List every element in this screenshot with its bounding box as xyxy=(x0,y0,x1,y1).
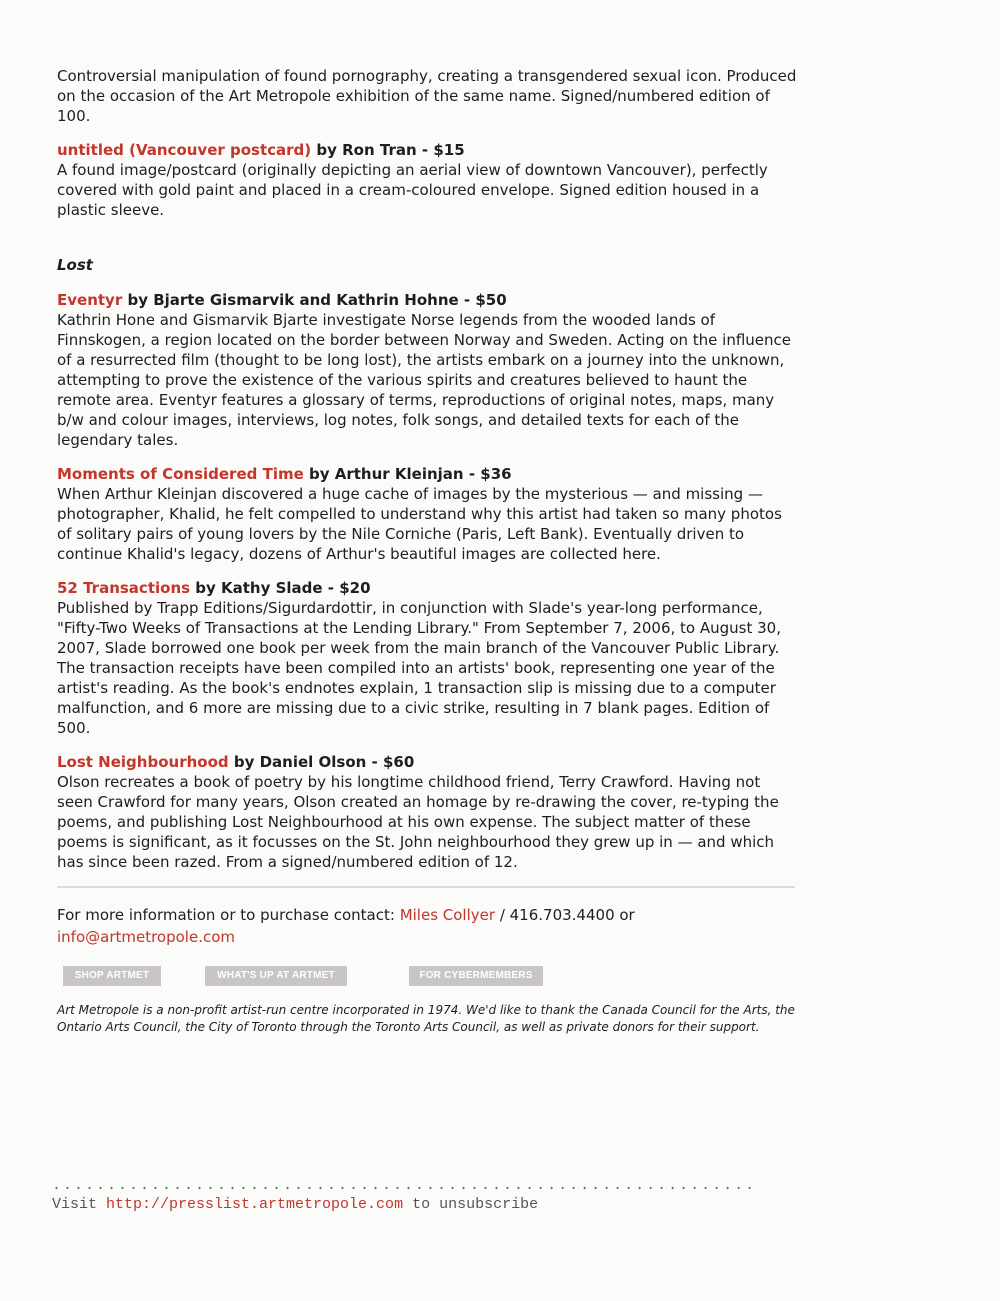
item-title-link[interactable]: Moments of Considered Time xyxy=(57,465,304,483)
contact-name-link[interactable]: Miles Collyer xyxy=(399,906,496,924)
contact-info xyxy=(57,904,797,948)
contact-phone: / 416.703.4400 or xyxy=(495,906,635,924)
unsubscribe-suffix: to unsubscribe xyxy=(403,1196,539,1213)
shop-artmet-button[interactable]: SHOP ARTMET xyxy=(63,966,161,986)
unsubscribe-line xyxy=(52,1196,756,1213)
visit-label: Visit xyxy=(52,1196,107,1213)
section-divider xyxy=(57,886,795,888)
unsubscribe-link[interactable]: http://presslist.artmetropole.com xyxy=(106,1196,404,1213)
item-moments-of-considered-time xyxy=(57,464,797,564)
item-description: Kathrin Hone and Gismarvik Bjarte investigate Norse legends from the wooded lands of Finnskogen, a region located on the border between Norway and Sweden. Acting on the influence of a resurrected film (thought to be long lost), the artists embark on a journey into the unknown, attempting to prove the existence of the various spirits and creatures believed to haunt the remote area. Eventyr features a glossary of terms, reproductions of original notes, maps, many b/w and colour images, interviews, log notes, folk songs, and detailed texts for each of the legendary tales. xyxy=(57,311,791,449)
item-eventyr xyxy=(57,290,797,450)
dotted-separator: ................................................................ xyxy=(52,1177,757,1194)
contact-prefix: For more information or to purchase contact: xyxy=(57,906,400,924)
item-byline: by Kathy Slade - $20 xyxy=(190,579,371,597)
item-52-transactions xyxy=(57,578,797,738)
item-description: A found image/postcard (originally depicting an aerial view of downtown Vancouver), perfectly covered with gold paint and placed in a cream-coloured envelope. Signed edition housed in a plastic sleeve. xyxy=(57,161,768,219)
item-title-link[interactable]: untitled (Vancouver postcard) xyxy=(57,141,312,159)
cybermembers-button[interactable]: FOR CYBERMEMBERS xyxy=(409,966,543,986)
item-byline: by Ron Tran - $15 xyxy=(311,141,465,159)
intro-paragraph: Controversial manipulation of found pornography, creating a transgendered sexual icon. Produced on the occasion of the Art Metropole exhibition of the same name. Signed/numbered edition of 100. xyxy=(57,67,797,125)
footer xyxy=(52,1177,756,1213)
item-description: Published by Trapp Editions/Sigurdardottir, in conjunction with Slade's year-long performance, "Fifty-Two Weeks of Transactions at the Lending Library." From September 7, 2006, to August 30, 2007, Slade borrowed one book per week from the main branch of the Vancouver Public Library. The transaction receipts have been compiled into an artists' book, representing one year of the artist's reading. As the book's endnotes explain, 1 transaction slip is missing due to a computer malfunction, and 6 more are missing due to a civic strike, resulting in 7 blank pages. Edition of 500. xyxy=(57,599,781,737)
whats-up-button[interactable]: WHAT'S UP AT ARTMET xyxy=(205,966,347,986)
item-description: When Arthur Kleinjan discovered a huge cache of images by the mysterious — and missing — photographer, Khalid, he felt compelled to understand why this artist had taken so many photos of solitary pairs of young lovers by the Nile Corniche (Paris, Left Bank). Eventually driven to continue Khalid's legacy, dozens of Arthur's beautiful images are collected here. xyxy=(57,485,782,563)
item-title-link[interactable]: Lost Neighbourhood xyxy=(57,753,229,771)
contact-email-link[interactable]: info@artmetropole.com xyxy=(57,928,236,946)
item-title-link[interactable]: 52 Transactions xyxy=(57,579,191,597)
item-byline: by Bjarte Gismarvik and Kathrin Hohne - $50 xyxy=(122,291,507,309)
item-title-link[interactable]: Eventyr xyxy=(57,291,123,309)
newsletter-page xyxy=(57,66,797,1036)
item-byline: by Daniel Olson - $60 xyxy=(228,753,415,771)
item-lost-neighbourhood xyxy=(57,752,797,872)
nav-buttons xyxy=(57,966,797,988)
section-heading-lost: Lost xyxy=(57,256,93,274)
item-byline: by Arthur Kleinjan - $36 xyxy=(303,465,512,483)
item-untitled-vancouver-postcard xyxy=(57,140,797,220)
item-description: Olson recreates a book of poetry by his longtime childhood friend, Terry Crawford. Having not seen Crawford for many years, Olson created an homage by re-drawing the cover, re-typing the poems, and publishing Lost Neighbourhood at his own expense. The subject matter of these poems is significant, as it focusses on the St. John neighbourhood they grew up in — and which has since been razed. From a signed/numbered edition of 12. xyxy=(57,773,779,871)
credits-text: Art Metropole is a non-profit artist-run centre incorporated in 1974. We'd like to thank the Canada Council for the Arts, the Ontario Arts Council, the City of Toronto through the Toronto Arts Council, as well as private donors for their support. xyxy=(57,1003,795,1034)
